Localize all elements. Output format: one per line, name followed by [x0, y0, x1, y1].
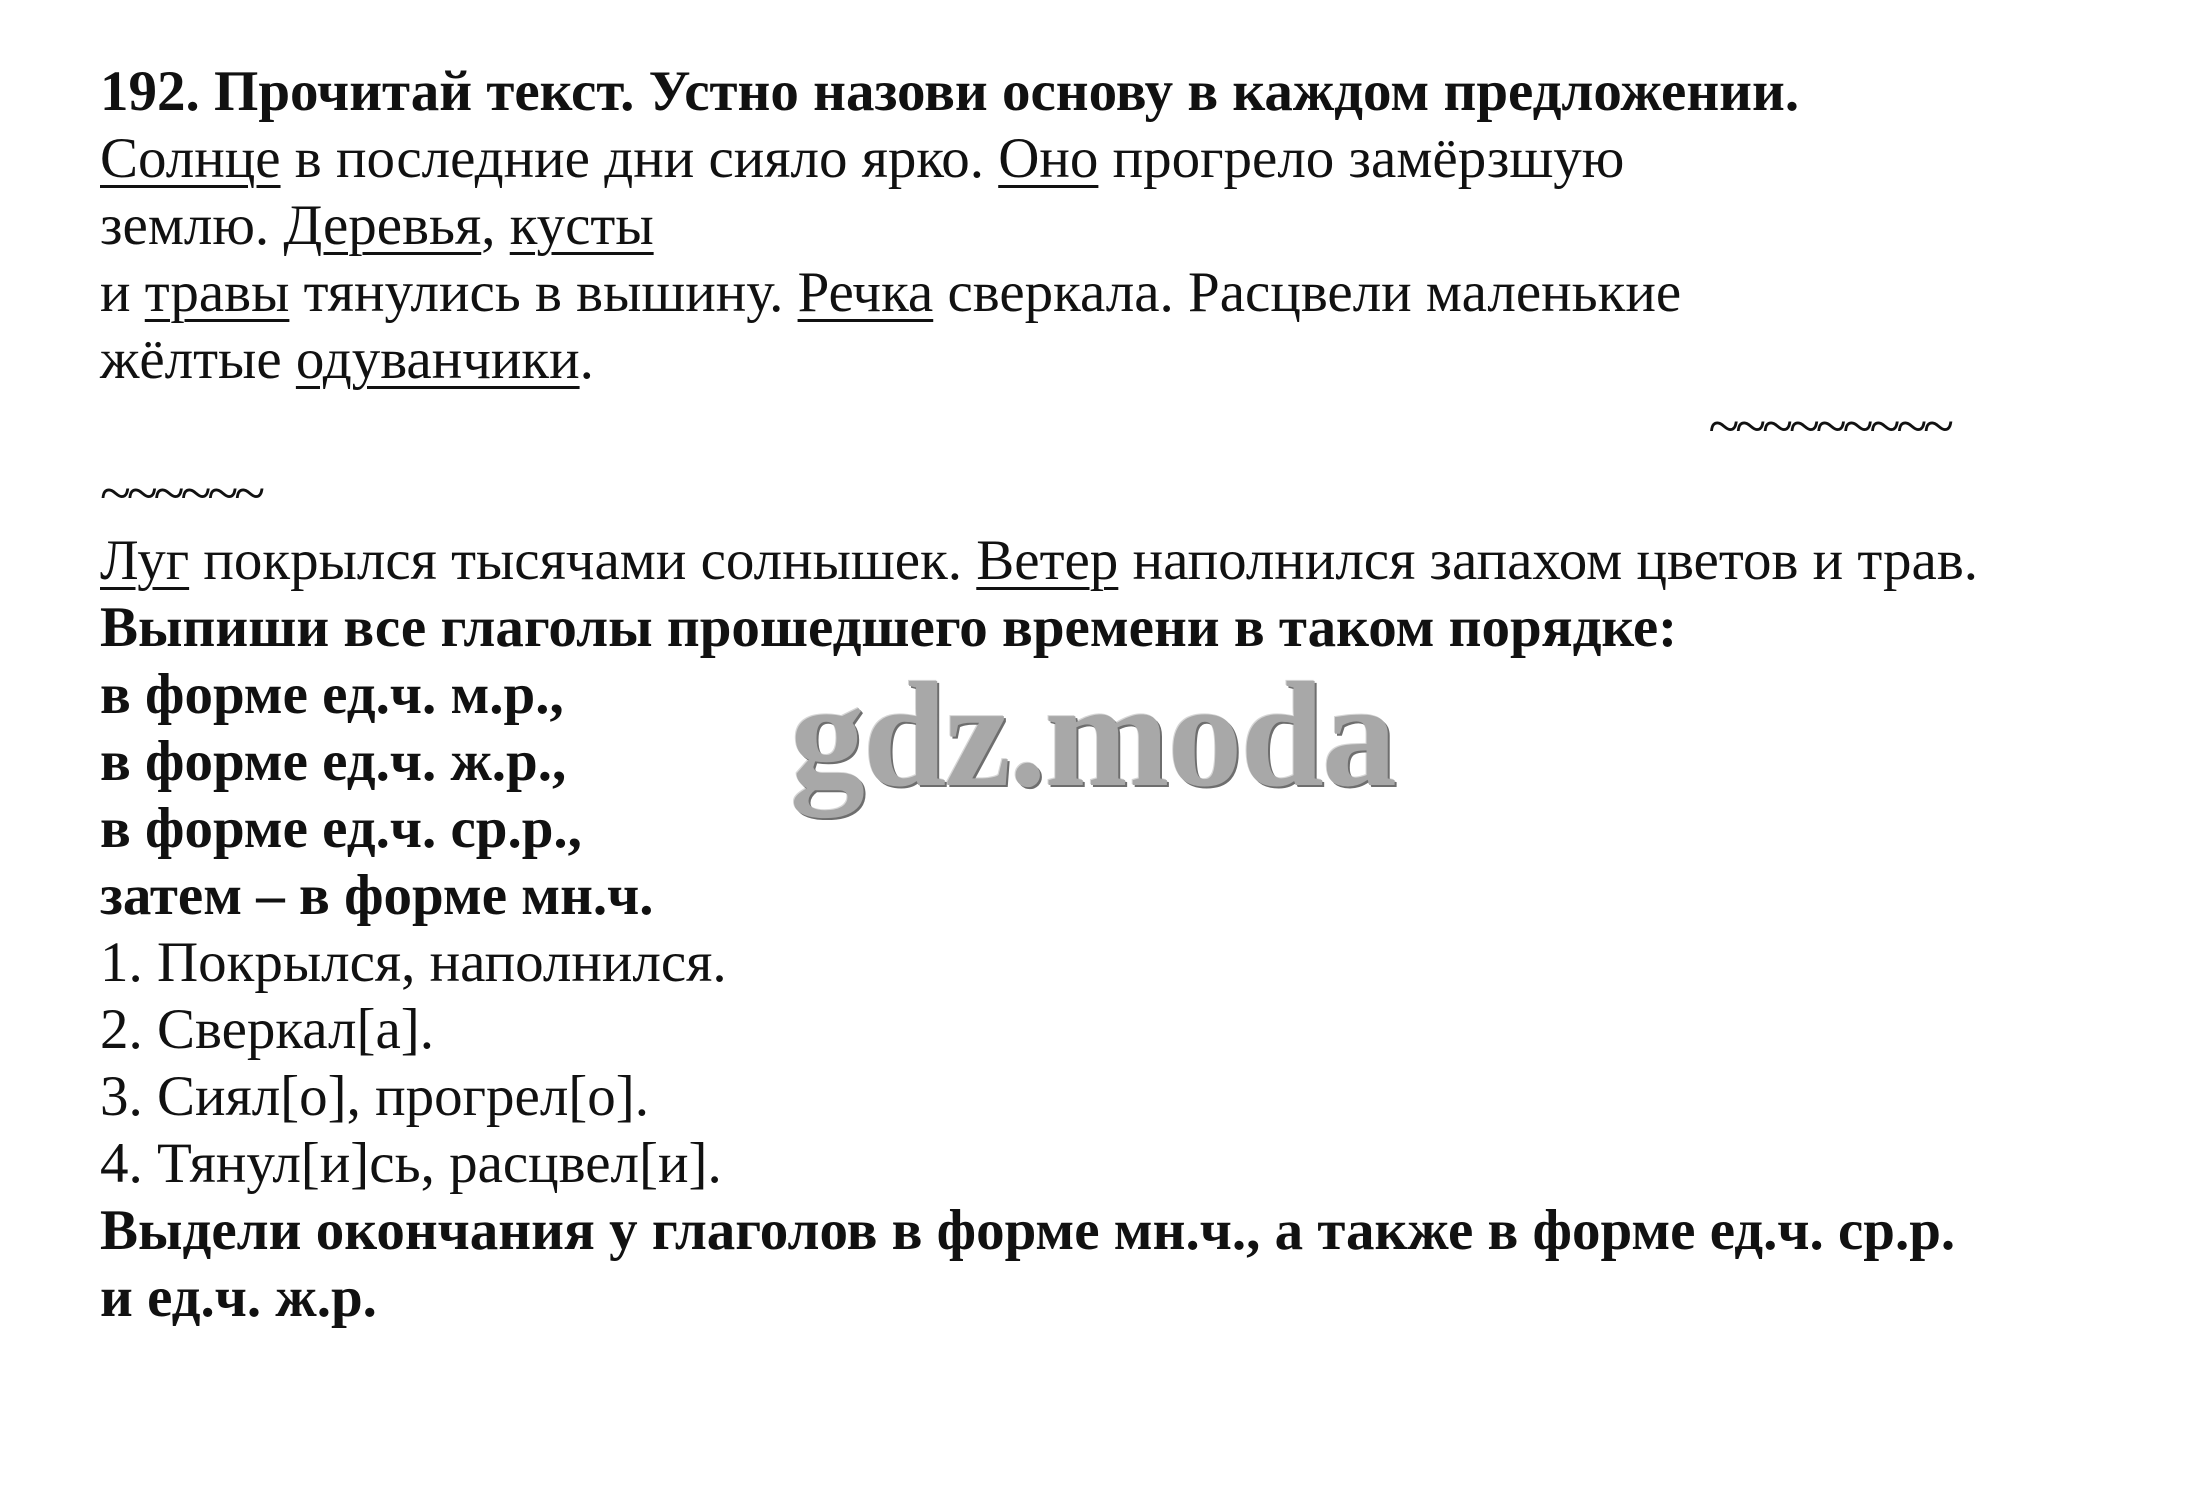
subject-oduvanchiki: одуванчики: [295, 328, 580, 391]
text-fragment: ,: [481, 194, 510, 257]
task-header: 192. Прочитай текст. Устно назови основу в каждом предложении.: [100, 60, 1800, 123]
subject-lug: Луг: [100, 529, 190, 592]
subject-veter: Ветер: [976, 529, 1119, 592]
subject-ono: Оно: [998, 127, 1099, 190]
text-fragment: покрылся тысячами солнышек.: [189, 529, 977, 592]
answer-4: 4. Тянул[и]сь, расцвел[и].: [100, 1132, 722, 1195]
answer-1: 1. Покрылся, наполнился.: [100, 931, 727, 994]
text-fragment: и: [100, 261, 145, 324]
wavy-underline-left: ~~~~~~: [100, 462, 262, 525]
text-fragment: землю.: [100, 194, 284, 257]
wavy-underline-right: ~~~~~~~~~: [1708, 395, 1950, 458]
final-instruction-1: Выдели окончания у глаголов в форме мн.ч., а также в форме ед.ч. ср.р.: [100, 1199, 1956, 1262]
final-instruction-2: и ед.ч. ж.р.: [100, 1266, 377, 1329]
instruction-2: в форме ед.ч. м.р.,: [100, 663, 564, 726]
instruction-5: затем – в форме мн.ч.: [100, 864, 654, 927]
subject-derevya: Деревья: [283, 194, 482, 257]
subject-travy: травы: [144, 261, 290, 324]
text-line-2: [100, 192, 2100, 259]
text-line-3: [100, 259, 2100, 326]
text-fragment: в последние дни сияло ярко.: [280, 127, 999, 190]
text-fragment: тянулись в вышину.: [289, 261, 798, 324]
answer-3: 3. Сиял[о], прогрел[о].: [100, 1065, 649, 1128]
text-fragment: сверкала. Расцвели маленькие: [933, 261, 1682, 324]
subject-solnce: Солнце: [100, 127, 281, 190]
text-fragment: .: [579, 328, 594, 391]
subject-kusty: кусты: [509, 194, 654, 257]
text-line-4: [100, 326, 2100, 393]
instruction-1: Выпиши все глаголы прошедшего времени в таком порядке:: [100, 596, 1678, 659]
text-fragment: жёлтые: [100, 328, 296, 391]
text-line-5: [100, 527, 2100, 594]
watermark-logo: gdz.moda: [790, 652, 1395, 818]
subject-rechka: Речка: [797, 261, 934, 324]
instruction-4: в форме ед.ч. ср.р.,: [100, 797, 582, 860]
instruction-3: в форме ед.ч. ж.р.,: [100, 730, 567, 793]
text-fragment: прогрело замёрзшую: [1098, 127, 1625, 190]
answer-2: 2. Сверкал[а].: [100, 998, 434, 1061]
text-fragment: наполнился запахом цветов и трав.: [1118, 529, 1978, 592]
text-line-1: [100, 125, 2100, 192]
